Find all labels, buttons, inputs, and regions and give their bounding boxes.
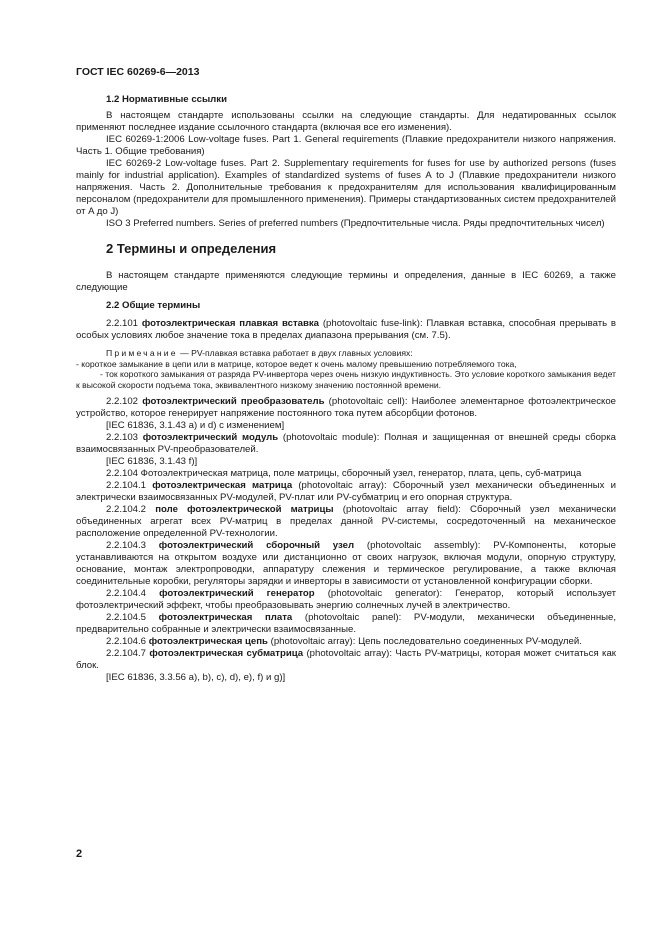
term-definition: (photovoltaic array): Часть PV-матрицы, которая может считаться как блок. — [76, 648, 616, 671]
term-2-2-104-5 — [76, 612, 616, 636]
term-title: фотоэлектрический генератор — [159, 588, 315, 599]
term-definition: (photovoltaic cell): Наиболее элементарное фотоэлектрическое устройство, которое генерирует напряжение постоянного тока путем абсорбции фотонов. — [76, 396, 617, 419]
term-title: фотоэлектрическая плата — [158, 612, 293, 623]
section-2-2-heading: 2.2 Общие термины — [106, 300, 201, 311]
term-title: фотоэлектрическая матрица — [152, 480, 293, 491]
term-title: фотоэлектрический модуль — [142, 432, 279, 443]
term-number: 2.2.104.4 — [106, 588, 147, 599]
term-definition: (photovoltaic array field): Сборочный узел механически объединенных агрегат всех PV-матриц в пределах данной PV-системы, сосредоточенный на механическое расположение определенной PV-технологии. — [76, 504, 616, 539]
term-definition: (photovoltaic panel): PV-модули, механически объединенные, предварительно собранные и электрически взаимосвязанные. — [76, 612, 617, 635]
term-2-2-102 — [76, 396, 616, 420]
note — [76, 348, 616, 359]
document-header: ГОСТ IEC 60269-6—2013 — [76, 66, 200, 78]
reference-iec-60269-2: IEC 60269-2 Low-voltage fuses. Part 2. Supplementary requirements for fuses for use by authorized persons (fuses mainly for industrial application). Examples of standardized systems of fuses A to J (Плавкие предохранители низкого напряжения. Часть 2. Дополнительные требования к предохранителям для использования квалифицированным персоналом (предохранители для промышленного применения). Примеры стандартизованных систем предохранителей от A до J) — [76, 158, 616, 217]
note-item-2: - ток короткого замыкания от разряда PV-инвертора через очень низкую индуктивность. Это условие короткого замыкания ведет к высокой скорости подъема тока, эквивалентного низкому значению постоянной времени. — [76, 369, 616, 390]
term-2-2-104-6 — [76, 636, 616, 648]
term-number: 2.2.104.2 — [106, 504, 147, 515]
term-2-2-103-source: [IEC 61836, 3.1.43 f)] — [106, 456, 198, 467]
term-title: поле фотоэлектрической матрицы — [155, 504, 334, 515]
term-number: 2.2.104.1 — [106, 480, 147, 491]
term-title: фотоэлектрическая субматрица — [149, 648, 304, 659]
term-number: 2.2.102 — [106, 396, 139, 407]
term-definition: (photovoltaic fuse-link): Плавкая вставка, способная прерывать в особых условиях любое значение тока в пределах диапазона прерывания (см. 7.5). — [76, 318, 617, 341]
reference-iec-60269-1: IEC 60269-1:2006 Low-voltage fuses. Part 1. General requirements (Плавкие предохранители низкого напряжения. Часть 1. Общие требования) — [76, 134, 616, 157]
section-2-heading: 2 Термины и определения — [106, 241, 277, 256]
reference-iso-3: ISO 3 Preferred numbers. Series of preferred numbers (Предпочтительные числа. Ряды предпочтительных чисел) — [106, 218, 605, 229]
term-number: 2.2.101 — [106, 318, 139, 329]
term-2-2-104-7 — [76, 648, 616, 672]
term-2-2-104-4 — [76, 588, 616, 612]
term-number: 2.2.104.5 — [106, 612, 147, 623]
term-title: фотоэлектрическая цепь — [148, 636, 268, 647]
note-label: Примечание — [106, 348, 178, 358]
term-2-2-104-2 — [76, 504, 616, 540]
term-definition: (photovoltaic array): Сборочный узел механически объединенных и электрически взаимосвязанных PV-модулей, PV-плат или PV-субматриц и его опорная структура. — [76, 480, 616, 503]
term-number: 2.2.104.6 — [106, 636, 147, 647]
section-2-intro: В настоящем стандарте применяются следующие термины и определения, данные в IEC 60269, а также следующие — [76, 270, 616, 293]
section-1-2-heading: 1.2 Нормативные ссылки — [106, 94, 227, 105]
term-definition: (photovoltaic generator): Генератор, который использует фотоэлектрический эффект, чтобы преобразовывать энергию солнечных лучей в электричество. — [76, 588, 617, 611]
section-1-2-intro: В настоящем стандарте использованы ссылки на следующие стандарты. Для недатированных ссылок применяют последнее издание ссылочного стандарта (включая все его изменения). — [76, 110, 616, 133]
term-definition: (photovoltaic assembly): PV-Компоненты, которые устанавливаются на открытом воздухе или дистанционно от своих нагрузок, включая модули, опорную структуру, основание, монтаж электропроводки, аппаратуру слежения и термическое регулирование, а также включая соединительные коробки, регуляторы зарядки и инверторы в зависимости от установленной конфигурации сборки. — [76, 540, 616, 587]
term-number: 2.2.104.3 — [106, 540, 147, 551]
term-title: фотоэлектрический преобразователь — [142, 396, 325, 407]
term-2-2-103 — [76, 432, 616, 456]
term-2-2-104: 2.2.104 Фотоэлектрическая матрица, поле матрицы, сборочный узел, генератор, плата, цепь, суб-матрица — [106, 468, 582, 479]
term-definition: (photovoltaic array): Цепь последовательно соединенных PV-модулей. — [270, 636, 582, 647]
term-number: 2.2.104.7 — [106, 648, 147, 659]
term-title: фотоэлектрический сборочный узел — [158, 540, 355, 551]
term-definition: (photovoltaic module): Полная и защищенная от внешней среды сборка взаимосвязанных PV-преобразователей. — [76, 432, 617, 455]
term-2-2-102-source: [IEC 61836, 3.1.43 a) и d) с изменением] — [106, 420, 285, 431]
term-2-2-104-7-source: [IEC 61836, 3.3.56 a), b), c), d), e), f) и g)] — [106, 672, 286, 683]
term-number: 2.2.103 — [106, 432, 139, 443]
page-number: 2 — [76, 848, 83, 860]
note-text: — PV-плавкая вставка работает в двух главных условиях: — [180, 348, 413, 358]
term-2-2-104-1 — [76, 480, 616, 504]
term-title: фотоэлектрическая плавкая вставка — [141, 318, 320, 329]
page-content — [76, 94, 616, 684]
term-2-2-101 — [76, 318, 616, 342]
term-2-2-104-3 — [76, 540, 616, 588]
note-item-1: - короткое замыкание в цепи или в матрице, которое ведет к очень малому превышению потребляемого тока, — [76, 358, 517, 369]
